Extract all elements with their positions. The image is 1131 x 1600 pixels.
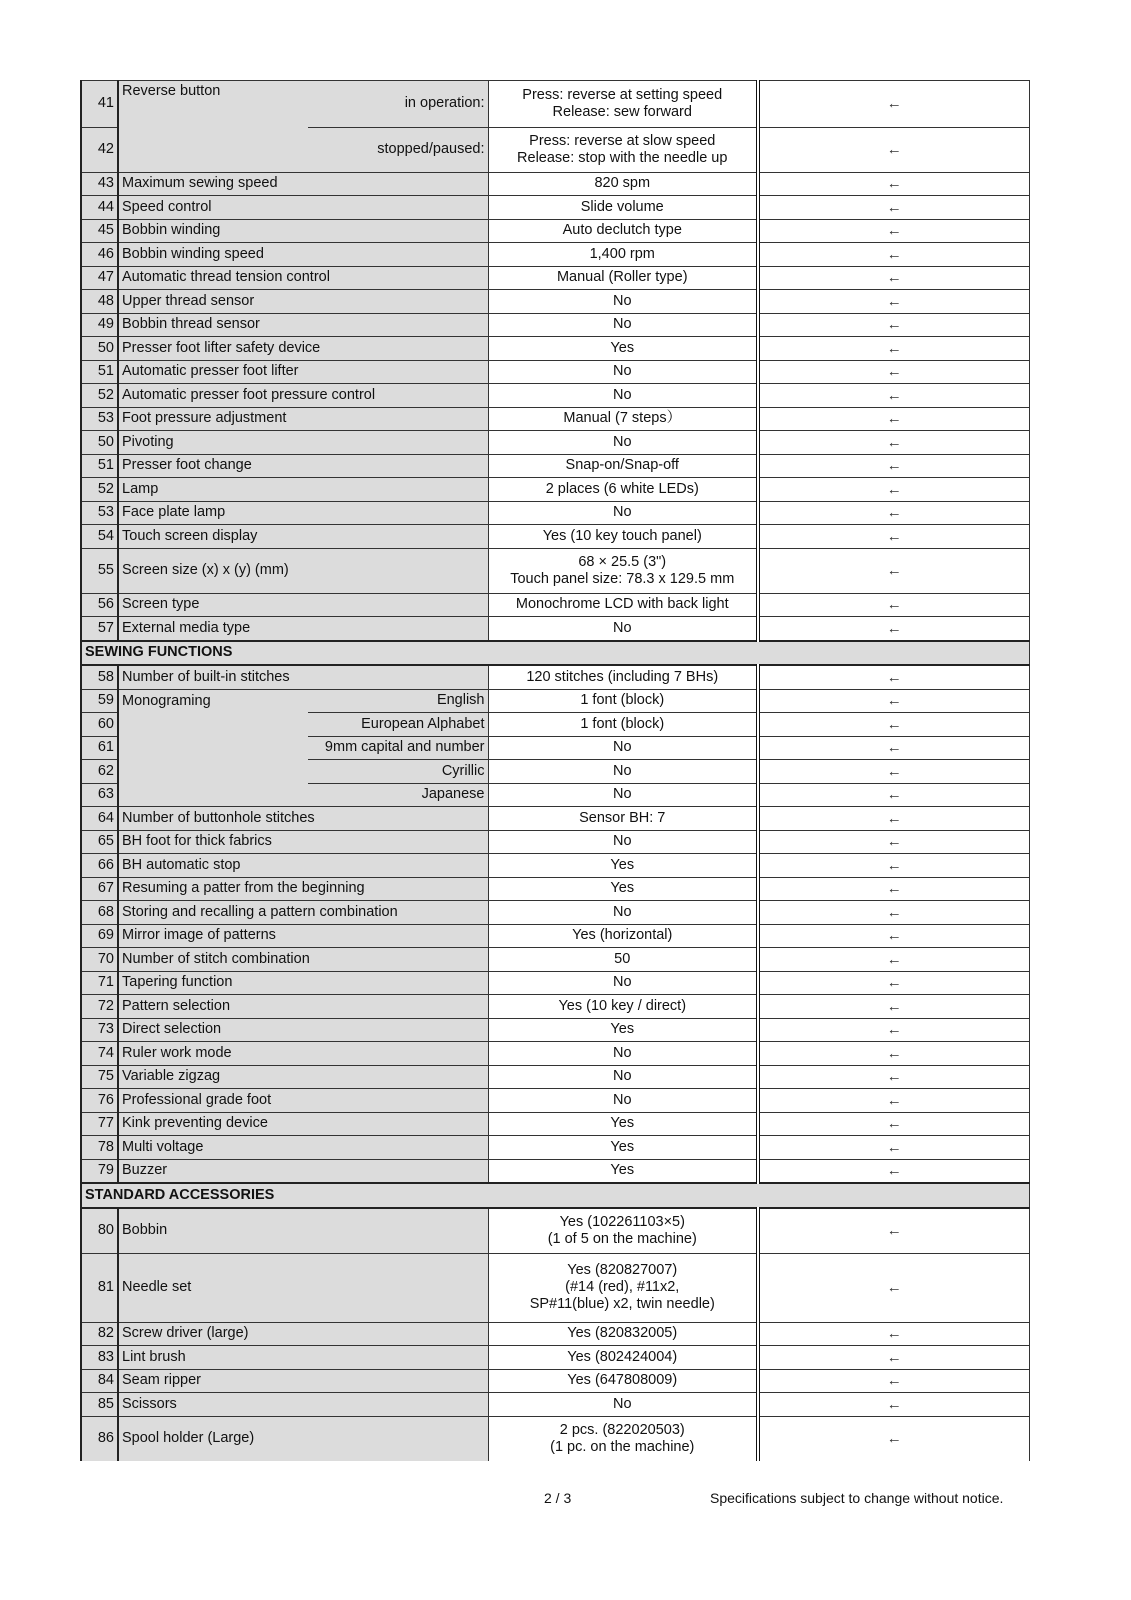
row-number: 62 (81, 760, 118, 784)
row-label-blank (118, 760, 308, 784)
section-header-row (81, 1183, 1029, 1208)
row-label: BH foot for thick fabrics (118, 830, 488, 854)
row-value: Yes (820832005) (488, 1322, 758, 1346)
rows-group-d (81, 1322, 1029, 1416)
same-as-left-arrow-icon: ← (758, 1253, 1029, 1322)
same-as-left-arrow-icon: ← (758, 172, 1029, 196)
row-label-blank (118, 736, 308, 760)
value-line: SP#11(blue) x2, twin needle) (529, 1296, 715, 1312)
table-row (81, 617, 1029, 641)
row-value: Manual (Roller type) (488, 266, 758, 290)
same-as-left-arrow-icon: ← (758, 807, 1029, 831)
same-as-left-arrow-icon: ← (758, 1042, 1029, 1066)
table-row (81, 360, 1029, 384)
same-as-left-arrow-icon: ← (758, 617, 1029, 641)
table-row (81, 407, 1029, 431)
same-as-left-arrow-icon: ← (758, 593, 1029, 617)
row-number: 69 (81, 924, 118, 948)
same-as-left-arrow-icon: ← (758, 1369, 1029, 1393)
value-line: Touch panel size: 78.3 x 129.5 mm (510, 570, 735, 587)
table-row (81, 1042, 1029, 1066)
table-row (81, 689, 1029, 713)
row-value: 820 spm (488, 172, 758, 196)
row-sub-label: in operation: (308, 81, 488, 128)
row-label: BH automatic stop (118, 854, 488, 878)
row-number: 72 (81, 995, 118, 1019)
row-label: Kink preventing device (118, 1112, 488, 1136)
row-number: 50 (81, 337, 118, 361)
table-row (81, 971, 1029, 995)
same-as-left-arrow-icon: ← (758, 971, 1029, 995)
row-label: Professional grade foot (118, 1089, 488, 1113)
row-number: 77 (81, 1112, 118, 1136)
spec-sheet (80, 80, 1028, 1461)
row-number: 68 (81, 901, 118, 925)
value-line: Press: reverse at setting speed (522, 86, 723, 103)
section-header-standard-accessories: STANDARD ACCESSORIES (81, 1183, 1029, 1208)
row-label: Automatic presser foot lifter (118, 360, 488, 384)
table-row (81, 924, 1029, 948)
rows-monograming (81, 689, 1029, 807)
row-value (488, 127, 758, 172)
row-number: 55 (81, 548, 118, 593)
same-as-left-arrow-icon: ← (758, 1346, 1029, 1370)
row-value: No (488, 1089, 758, 1113)
row-label: Monograming (118, 689, 308, 713)
row-value: No (488, 384, 758, 408)
row-number: 86 (81, 1416, 118, 1461)
row-number: 44 (81, 196, 118, 220)
table-row (81, 901, 1029, 925)
same-as-left-arrow-icon: ← (758, 384, 1029, 408)
same-as-left-arrow-icon: ← (758, 337, 1029, 361)
row-number: 57 (81, 617, 118, 641)
row-number: 61 (81, 736, 118, 760)
row-value: Monochrome LCD with back light (488, 593, 758, 617)
row-value: No (488, 1393, 758, 1417)
row-label: Bobbin thread sensor (118, 313, 488, 337)
row-sub-label: stopped/paused: (308, 127, 488, 172)
value-line: (#14 (red), #11x2, (565, 1279, 680, 1295)
table-row (81, 525, 1029, 549)
row-label: Buzzer (118, 1159, 488, 1183)
table-row (81, 593, 1029, 617)
same-as-left-arrow-icon: ← (758, 548, 1029, 593)
rows-group-b (81, 593, 1029, 641)
row-number: 66 (81, 854, 118, 878)
row-label: Spool holder (Large) (118, 1416, 488, 1461)
row-value (488, 548, 758, 593)
row-number: 49 (81, 313, 118, 337)
row-value: Yes (488, 337, 758, 361)
row-label: Bobbin winding speed (118, 243, 488, 267)
row-number: 80 (81, 1208, 118, 1254)
table-row (81, 1159, 1029, 1183)
page-indicator: 2 / 3 (544, 1490, 572, 1506)
table-row (81, 384, 1029, 408)
table-row (81, 1136, 1029, 1160)
row-number: 79 (81, 1159, 118, 1183)
row-number: 71 (81, 971, 118, 995)
row-number: 73 (81, 1018, 118, 1042)
section-header-row (81, 641, 1029, 666)
table-row (81, 1322, 1029, 1346)
same-as-left-arrow-icon: ← (758, 1416, 1029, 1461)
same-as-left-arrow-icon: ← (758, 219, 1029, 243)
row-value: No (488, 431, 758, 455)
row-value: 1 font (block) (488, 689, 758, 713)
row-number: 48 (81, 290, 118, 314)
table-row (81, 172, 1029, 196)
table-row (81, 313, 1029, 337)
table-row (81, 1393, 1029, 1417)
row-label: Lint brush (118, 1346, 488, 1370)
row-sub-label: 9mm capital and number (308, 736, 488, 760)
same-as-left-arrow-icon: ← (758, 127, 1029, 172)
row-label: Lamp (118, 478, 488, 502)
same-as-left-arrow-icon: ← (758, 665, 1029, 689)
same-as-left-arrow-icon: ← (758, 313, 1029, 337)
row-label: Foot pressure adjustment (118, 407, 488, 431)
row-number: 83 (81, 1346, 118, 1370)
table-row (81, 665, 1029, 689)
same-as-left-arrow-icon: ← (758, 1208, 1029, 1254)
row-label: Face plate lamp (118, 501, 488, 525)
same-as-left-arrow-icon: ← (758, 948, 1029, 972)
table-row (81, 1089, 1029, 1113)
table-row (81, 783, 1029, 807)
same-as-left-arrow-icon: ← (758, 854, 1029, 878)
section-header-sewing-functions: SEWING FUNCTIONS (81, 641, 1029, 666)
same-as-left-arrow-icon: ← (758, 407, 1029, 431)
table-row (81, 266, 1029, 290)
row-label: Touch screen display (118, 525, 488, 549)
row-value (488, 81, 758, 128)
row-value: Yes (802424004) (488, 1346, 758, 1370)
row-number: 56 (81, 593, 118, 617)
same-as-left-arrow-icon: ← (758, 501, 1029, 525)
row-number: 47 (81, 266, 118, 290)
same-as-left-arrow-icon: ← (758, 1018, 1029, 1042)
table-row (81, 1018, 1029, 1042)
table-row (81, 1253, 1029, 1322)
table-row (81, 478, 1029, 502)
value-line: Release: stop with the needle up (517, 149, 728, 166)
row-number: 52 (81, 384, 118, 408)
same-as-left-arrow-icon: ← (758, 783, 1029, 807)
row-sub-label: Cyrillic (308, 760, 488, 784)
row-label: Direct selection (118, 1018, 488, 1042)
row-number: 51 (81, 454, 118, 478)
row-value: No (488, 290, 758, 314)
row-number: 74 (81, 1042, 118, 1066)
same-as-left-arrow-icon: ← (758, 877, 1029, 901)
row-label: Maximum sewing speed (118, 172, 488, 196)
same-as-left-arrow-icon: ← (758, 478, 1029, 502)
row-label: Pattern selection (118, 995, 488, 1019)
row-number: 75 (81, 1065, 118, 1089)
row-label-blank (118, 713, 308, 737)
value-line: (1 pc. on the machine) (550, 1438, 695, 1455)
same-as-left-arrow-icon: ← (758, 1159, 1029, 1183)
row-number: 50 (81, 431, 118, 455)
row-number: 85 (81, 1393, 118, 1417)
table-row (81, 1416, 1029, 1461)
row-number: 41 (81, 81, 118, 128)
same-as-left-arrow-icon: ← (758, 924, 1029, 948)
table-row (81, 501, 1029, 525)
row-label: Mirror image of patterns (118, 924, 488, 948)
row-value: No (488, 760, 758, 784)
same-as-left-arrow-icon: ← (758, 243, 1029, 267)
table-row (81, 431, 1029, 455)
row-label: Screen type (118, 593, 488, 617)
table-row (81, 81, 1029, 128)
row-value: No (488, 783, 758, 807)
row-number: 82 (81, 1322, 118, 1346)
row-label: Ruler work mode (118, 1042, 488, 1066)
row-label: Presser foot lifter safety device (118, 337, 488, 361)
table-row (81, 854, 1029, 878)
same-as-left-arrow-icon: ← (758, 901, 1029, 925)
row-number: 60 (81, 713, 118, 737)
row-number: 76 (81, 1089, 118, 1113)
row-label: Multi voltage (118, 1136, 488, 1160)
row-label: Pivoting (118, 431, 488, 455)
same-as-left-arrow-icon: ← (758, 525, 1029, 549)
row-number: 63 (81, 783, 118, 807)
table-row (81, 1112, 1029, 1136)
same-as-left-arrow-icon: ← (758, 196, 1029, 220)
same-as-left-arrow-icon: ← (758, 1322, 1029, 1346)
row-label: Storing and recalling a pattern combination (118, 901, 488, 925)
row-value: Slide volume (488, 196, 758, 220)
row-label: Number of built-in stitches (118, 665, 488, 689)
row-value: Yes (10 key / direct) (488, 995, 758, 1019)
table-row (81, 1065, 1029, 1089)
row-label: Resuming a patter from the beginning (118, 877, 488, 901)
row-number: 84 (81, 1369, 118, 1393)
row-label: Bobbin winding (118, 219, 488, 243)
row-label: Tapering function (118, 971, 488, 995)
row-label: Variable zigzag (118, 1065, 488, 1089)
table-row (81, 454, 1029, 478)
row-label: Number of buttonhole stitches (118, 807, 488, 831)
row-sub-label: European Alphabet (308, 713, 488, 737)
row-value (488, 1208, 758, 1254)
table-row (81, 830, 1029, 854)
row-number: 64 (81, 807, 118, 831)
table-row (81, 219, 1029, 243)
row-number: 42 (81, 127, 118, 172)
value-line: Release: sew forward (552, 103, 692, 120)
row-value: Sensor BH: 7 (488, 807, 758, 831)
table-row (81, 995, 1029, 1019)
row-number: 67 (81, 877, 118, 901)
row-value: No (488, 971, 758, 995)
row-number: 58 (81, 665, 118, 689)
row-value: 1 font (block) (488, 713, 758, 737)
row-sub-label: English (308, 689, 488, 713)
same-as-left-arrow-icon: ← (758, 1136, 1029, 1160)
value-line: (1 of 5 on the machine) (547, 1230, 697, 1247)
same-as-left-arrow-icon: ← (758, 290, 1029, 314)
row-label: Presser foot change (118, 454, 488, 478)
row-number: 52 (81, 478, 118, 502)
row-label: Automatic thread tension control (118, 266, 488, 290)
table-row (81, 243, 1029, 267)
row-value: Yes (horizontal) (488, 924, 758, 948)
row-value (488, 1253, 758, 1322)
row-label: Automatic presser foot pressure control (118, 384, 488, 408)
table-row (81, 290, 1029, 314)
row-label: External media type (118, 617, 488, 641)
row-value: Yes (10 key touch panel) (488, 525, 758, 549)
row-label: Scissors (118, 1393, 488, 1417)
row-label: Bobbin (118, 1208, 488, 1254)
row-value: Yes (488, 877, 758, 901)
value-line: 68 × 25.5 (3") (578, 553, 667, 570)
table-row (81, 807, 1029, 831)
rows-group-c (81, 807, 1029, 1184)
value-line: Yes (102261103×5) (559, 1213, 685, 1230)
row-value: No (488, 901, 758, 925)
row-value: No (488, 313, 758, 337)
row-value: Yes (488, 1112, 758, 1136)
value-line: Yes (820827007) (567, 1262, 678, 1278)
table-row (81, 1369, 1029, 1393)
same-as-left-arrow-icon: ← (758, 1393, 1029, 1417)
row-number: 78 (81, 1136, 118, 1160)
table-row (81, 877, 1029, 901)
disclaimer-text: Specifications subject to change without notice. (710, 1490, 1004, 1506)
same-as-left-arrow-icon: ← (758, 81, 1029, 128)
row-label: Reverse button (118, 81, 308, 128)
same-as-left-arrow-icon: ← (758, 266, 1029, 290)
row-number: 43 (81, 172, 118, 196)
row-number: 81 (81, 1253, 118, 1322)
row-label: Seam ripper (118, 1369, 488, 1393)
row-value: No (488, 617, 758, 641)
row-value: No (488, 1042, 758, 1066)
row-sub-label: Japanese (308, 783, 488, 807)
same-as-left-arrow-icon: ← (758, 736, 1029, 760)
same-as-left-arrow-icon: ← (758, 760, 1029, 784)
row-value: No (488, 501, 758, 525)
row-label: Upper thread sensor (118, 290, 488, 314)
row-number: 45 (81, 219, 118, 243)
row-label: Screen size (x) x (y) (mm) (118, 548, 488, 593)
row-value: No (488, 1065, 758, 1089)
row-value: Yes (488, 1136, 758, 1160)
same-as-left-arrow-icon: ← (758, 1065, 1029, 1089)
row-value: No (488, 830, 758, 854)
row-value: Yes (488, 1159, 758, 1183)
table-row (81, 948, 1029, 972)
row-value: 1,400 rpm (488, 243, 758, 267)
row-value: Yes (647808009) (488, 1369, 758, 1393)
row-number: 53 (81, 407, 118, 431)
row-value: 120 stitches (including 7 BHs) (488, 665, 758, 689)
same-as-left-arrow-icon: ← (758, 431, 1029, 455)
table-row (81, 736, 1029, 760)
same-as-left-arrow-icon: ← (758, 713, 1029, 737)
row-value: Yes (488, 1018, 758, 1042)
same-as-left-arrow-icon: ← (758, 830, 1029, 854)
row-value: Auto declutch type (488, 219, 758, 243)
row-label-blank (118, 783, 308, 807)
row-value: No (488, 736, 758, 760)
row-label-blank (118, 127, 308, 172)
row-label: Needle set (118, 1253, 488, 1322)
row-number: 53 (81, 501, 118, 525)
same-as-left-arrow-icon: ← (758, 689, 1029, 713)
row-value: Snap-on/Snap-off (488, 454, 758, 478)
row-number: 65 (81, 830, 118, 854)
row-number: 54 (81, 525, 118, 549)
spec-table (80, 80, 1030, 1461)
row-number: 51 (81, 360, 118, 384)
value-line: Press: reverse at slow speed (529, 132, 716, 149)
table-row (81, 196, 1029, 220)
row-number: 46 (81, 243, 118, 267)
row-number: 59 (81, 689, 118, 713)
row-value (488, 1416, 758, 1461)
row-value: No (488, 360, 758, 384)
row-value: 2 places (6 white LEDs) (488, 478, 758, 502)
same-as-left-arrow-icon: ← (758, 360, 1029, 384)
row-number: 70 (81, 948, 118, 972)
row-value: Manual (7 steps） (488, 407, 758, 431)
table-row (81, 548, 1029, 593)
same-as-left-arrow-icon: ← (758, 1112, 1029, 1136)
table-row (81, 127, 1029, 172)
row-value: 50 (488, 948, 758, 972)
table-row (81, 337, 1029, 361)
same-as-left-arrow-icon: ← (758, 995, 1029, 1019)
row-label: Speed control (118, 196, 488, 220)
table-row (81, 713, 1029, 737)
table-row (81, 1208, 1029, 1254)
same-as-left-arrow-icon: ← (758, 454, 1029, 478)
row-value: Yes (488, 854, 758, 878)
value-line: 2 pcs. (822020503) (559, 1421, 685, 1438)
table-row (81, 760, 1029, 784)
row-label: Screw driver (large) (118, 1322, 488, 1346)
table-row (81, 1346, 1029, 1370)
rows-group-a (81, 172, 1029, 548)
row-label: Number of stitch combination (118, 948, 488, 972)
same-as-left-arrow-icon: ← (758, 1089, 1029, 1113)
